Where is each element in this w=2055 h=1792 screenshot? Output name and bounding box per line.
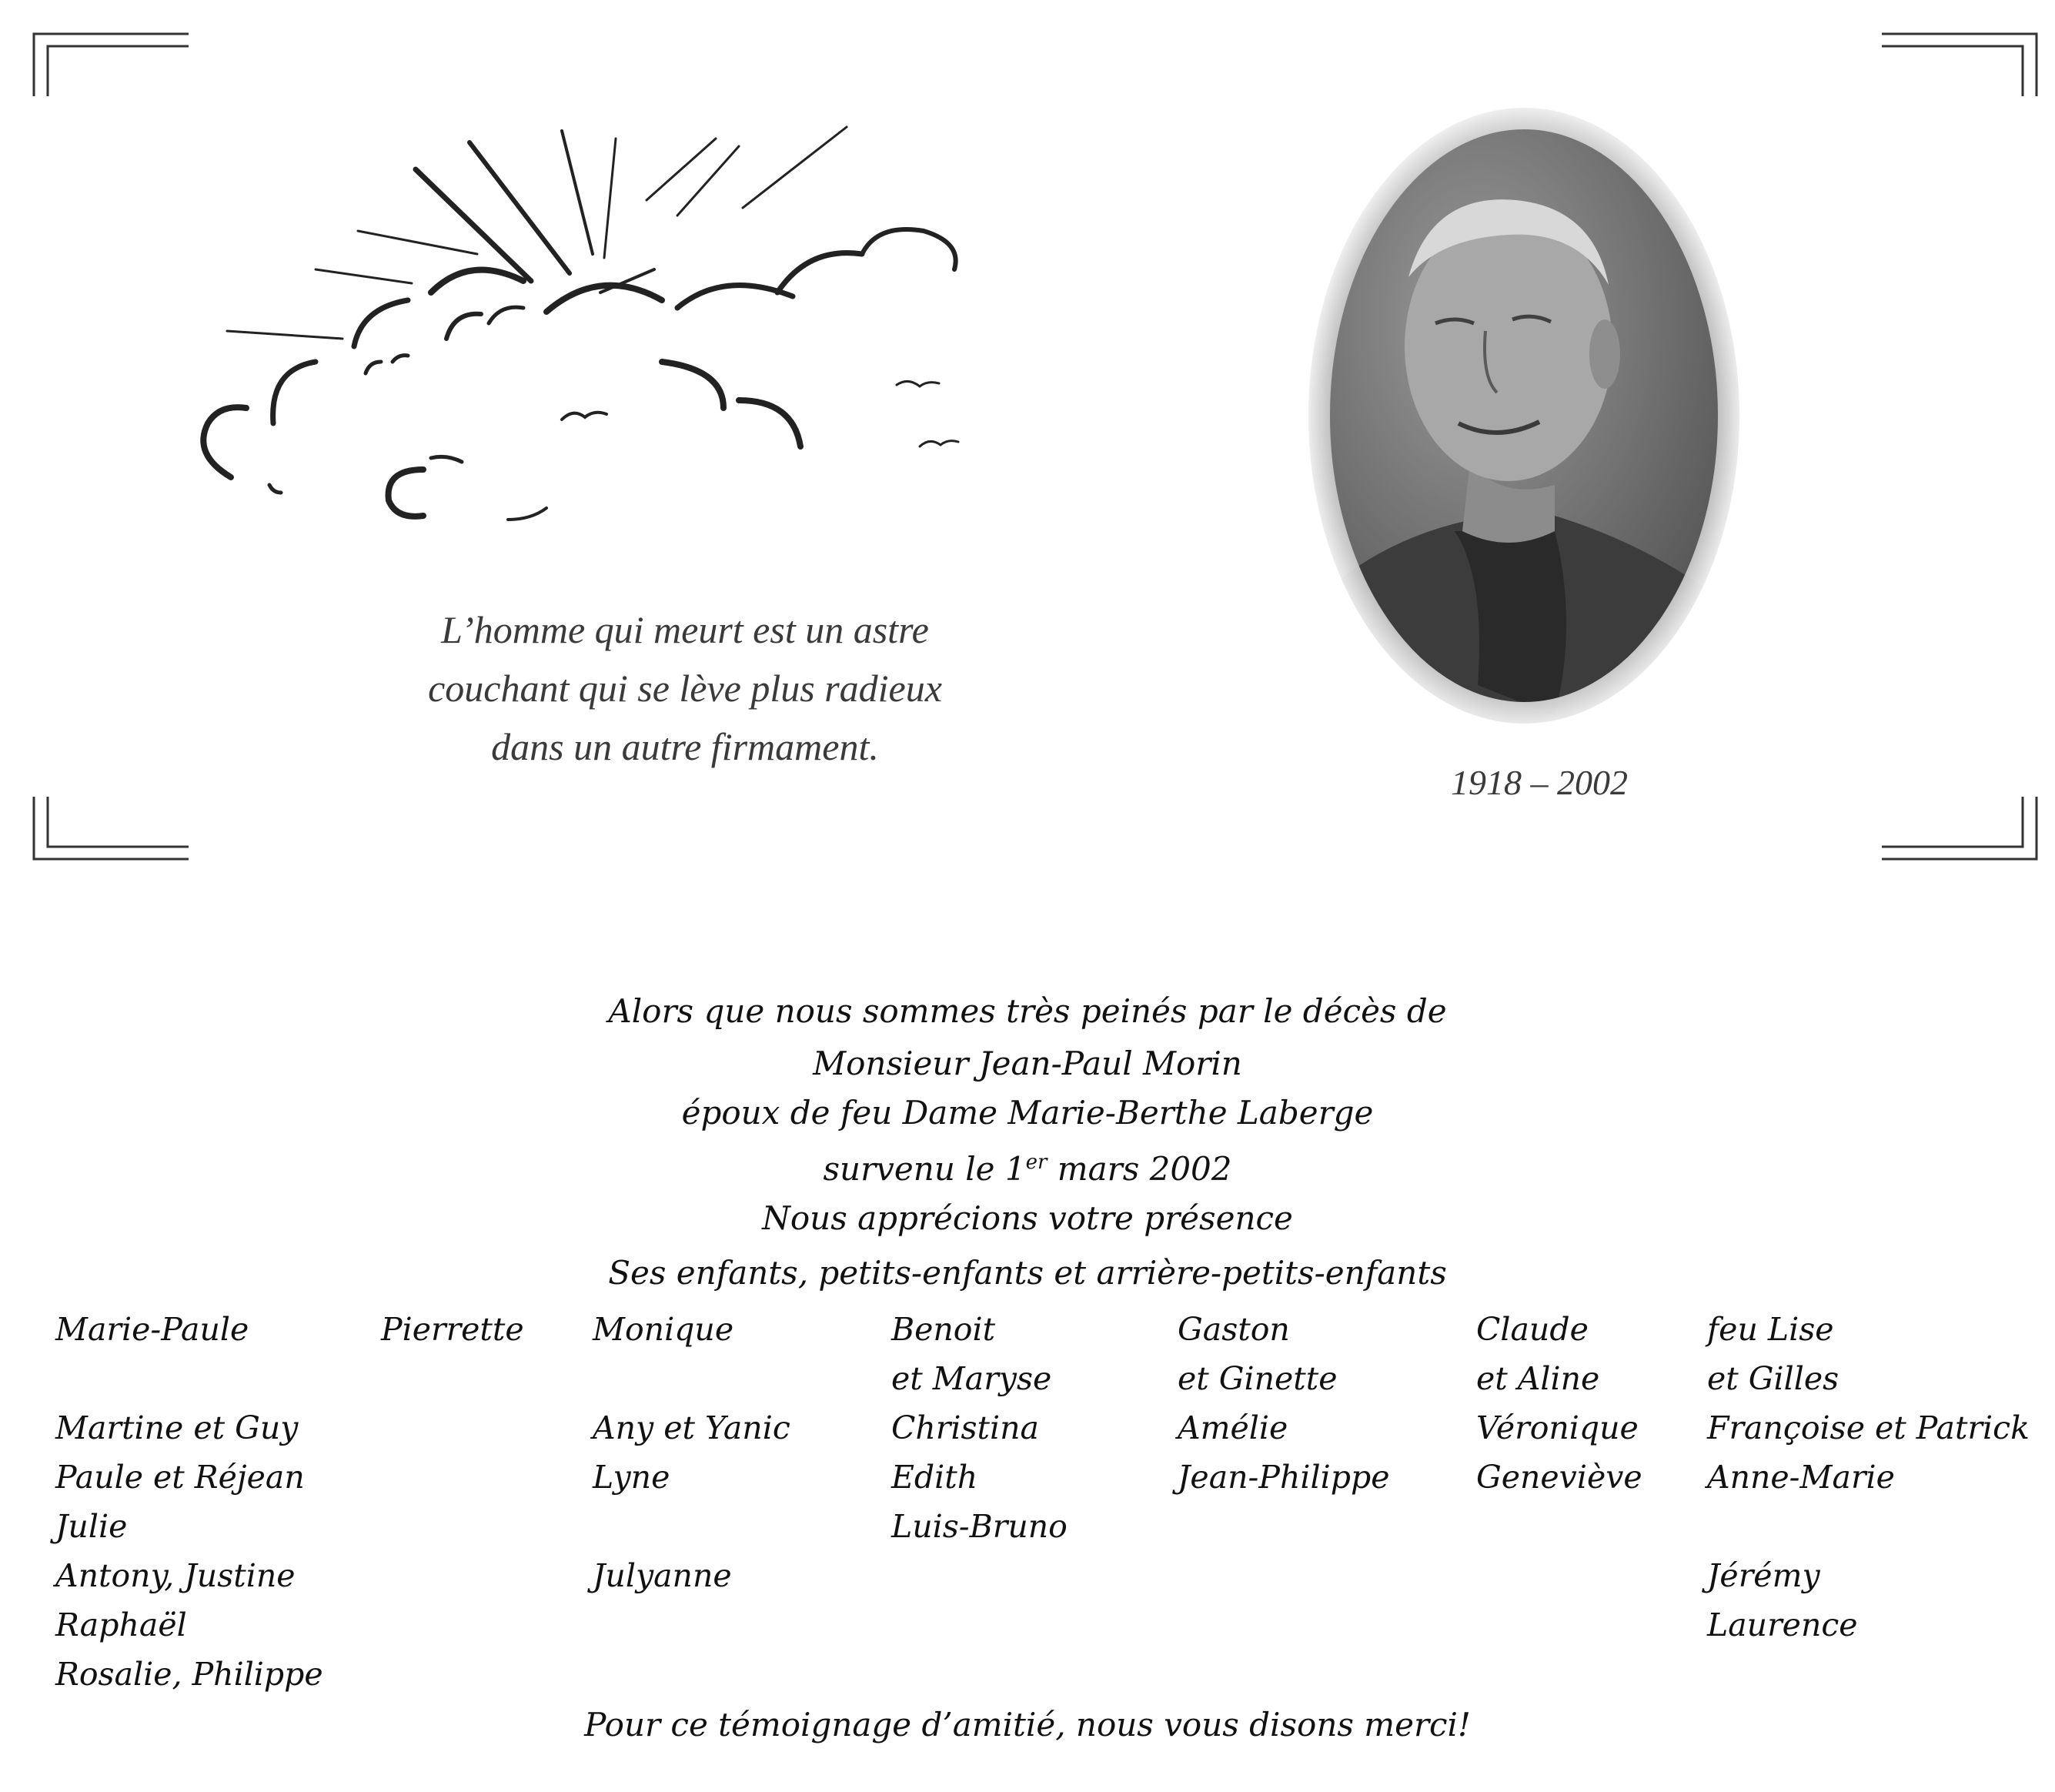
family-name: Rosalie, Philippe <box>55 1656 323 1693</box>
family-name: et Aline <box>1476 1360 1600 1397</box>
family-name: Geneviève <box>1476 1459 1642 1496</box>
family-name: Luis-Bruno <box>891 1508 1068 1545</box>
family-column <box>381 1305 524 1354</box>
family-name: Monique <box>593 1311 734 1348</box>
family-name: Martine et Guy <box>55 1409 299 1446</box>
family-name: Pierrette <box>381 1311 524 1348</box>
family-name: et Ginette <box>1178 1360 1338 1397</box>
family-columns <box>0 1305 2055 1713</box>
thanks-presence-line: Nous apprécions votre présence <box>762 1199 1293 1237</box>
family-name: Lyne <box>593 1459 670 1496</box>
family-column <box>55 1305 323 1699</box>
family-column <box>593 1305 790 1600</box>
quote-line: dans un autre firmament. <box>491 725 879 768</box>
sun-clouds-illustration <box>185 115 1031 547</box>
family-name: Amélie <box>1178 1409 1288 1446</box>
message-line: Alors que nous sommes très peinés par le décès de <box>608 992 1447 1030</box>
family-column <box>1707 1305 2030 1650</box>
family-name: Any et Yanic <box>593 1409 790 1446</box>
life-years: 1918 – 2002 <box>1451 763 1628 802</box>
family-column <box>1476 1305 1642 1502</box>
family-name: Gaston <box>1178 1311 1290 1348</box>
family-name: Anne-Marie <box>1707 1459 1895 1496</box>
date-line-end: mars 2002 <box>1047 1150 1232 1188</box>
closing-thanks: Pour ce témoignage d’amitié, nous vous disons merci! <box>584 1706 1471 1744</box>
quote-line: couchant qui se lève plus radieux <box>428 667 942 710</box>
family-line: Ses enfants, petits-enfants et arrière-petits-enfants <box>608 1254 1447 1292</box>
family-column <box>891 1305 1068 1551</box>
family-name <box>593 1502 790 1551</box>
family-name: et Maryse <box>891 1360 1052 1397</box>
family-name: Julie <box>55 1508 128 1545</box>
family-name: Françoise et Patrick <box>1707 1409 2030 1446</box>
quote-line: L’homme qui meurt est un astre <box>441 608 929 651</box>
family-name <box>593 1354 790 1403</box>
corner-bracket-bottom-right <box>1878 793 2040 862</box>
memorial-quote <box>277 600 1093 776</box>
family-name: Paule et Réjean <box>55 1459 305 1496</box>
corner-bracket-bottom-left <box>31 793 192 862</box>
family-name: Jérémy <box>1707 1557 1820 1594</box>
family-name: Véronique <box>1476 1409 1639 1446</box>
corner-bracket-top-left <box>31 31 192 100</box>
family-name: Raphaël <box>55 1606 187 1643</box>
portrait-photo <box>1301 100 1747 731</box>
date-line <box>0 1136 2055 1189</box>
family-name: Claude <box>1476 1311 1589 1348</box>
family-name: Laurence <box>1707 1606 1858 1643</box>
family-name: Edith <box>891 1459 978 1496</box>
family-name <box>1707 1502 2030 1551</box>
family-name: Christina <box>891 1409 1039 1446</box>
date-line-start: survenu le 1 <box>823 1150 1026 1188</box>
family-name: feu Lise <box>1707 1311 1834 1348</box>
corner-bracket-top-right <box>1878 31 2040 100</box>
family-column <box>1178 1305 1390 1502</box>
spouse-line: époux de feu Dame Marie-Berthe Laberge <box>681 1094 1374 1132</box>
acknowledgement-message <box>0 985 2055 1298</box>
family-name: Marie-Paule <box>55 1311 249 1348</box>
family-name: Benoit <box>891 1311 996 1348</box>
family-name: et Gilles <box>1707 1360 1839 1397</box>
family-name <box>55 1354 323 1403</box>
family-name: Antony, Justine <box>55 1557 296 1594</box>
deceased-name: Monsieur Jean-Paul Morin <box>813 1045 1242 1082</box>
family-name: Jean-Philippe <box>1178 1459 1390 1496</box>
family-name: Julyanne <box>593 1557 732 1594</box>
date-superscript: er <box>1025 1151 1048 1174</box>
